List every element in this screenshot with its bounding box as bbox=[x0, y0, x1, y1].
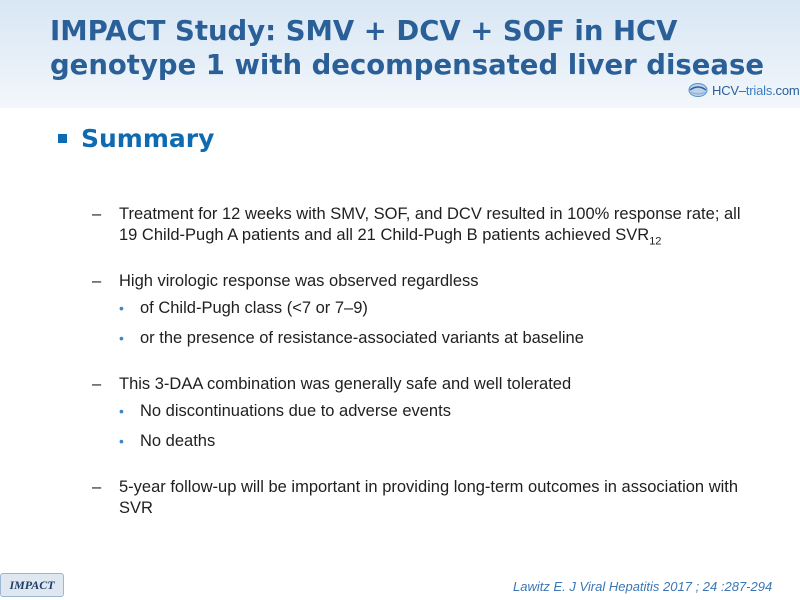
dot-bullet-icon: • bbox=[119, 433, 124, 449]
item-text: 5-year follow-up will be important in providing long-term outcomes in association with SVR bbox=[119, 478, 739, 517]
study-tag: IMPACT bbox=[0, 573, 64, 597]
logo-accent: trials bbox=[745, 82, 773, 98]
subitem-text: No discontinuations due to adverse events bbox=[140, 402, 451, 420]
logo-suffix: .com bbox=[772, 82, 800, 98]
logo-separator: – bbox=[738, 82, 746, 98]
dot-bullet-icon: • bbox=[119, 403, 124, 419]
item-text: Treatment for 12 weeks with SMV, SOF, and DCV resulted in 100% response rate; all 19 Child-Pugh A patients and all 21 Child-Pugh B patients achieved SVR bbox=[119, 205, 741, 244]
slide-title bbox=[50, 14, 764, 82]
sub-list-item bbox=[119, 431, 742, 452]
slide-title-line-2: genotype 1 with decompensated liver disease bbox=[50, 49, 764, 81]
dot-bullet-icon: • bbox=[119, 330, 124, 346]
sub-list-item bbox=[119, 328, 742, 349]
dash-bullet-icon: – bbox=[92, 478, 102, 496]
globe-logo-icon bbox=[688, 82, 708, 98]
list-item bbox=[92, 374, 742, 452]
hcv-trials-logo bbox=[688, 80, 800, 100]
subitem-text: No deaths bbox=[140, 432, 216, 450]
list-item bbox=[92, 477, 742, 519]
logo-text bbox=[712, 83, 800, 98]
summary-list bbox=[92, 204, 742, 519]
citation: Lawitz E. J Viral Hepatitis 2017 ; 24 :287-294 bbox=[513, 579, 773, 594]
item-subscript: 12 bbox=[649, 235, 662, 248]
dot-bullet-icon: • bbox=[119, 300, 124, 316]
item-text: High virologic response was observed regardless bbox=[119, 272, 479, 290]
list-item bbox=[92, 271, 742, 349]
dash-bullet-icon: – bbox=[92, 375, 102, 393]
square-bullet-icon bbox=[58, 134, 67, 143]
sub-list bbox=[119, 298, 742, 349]
section-title: Summary bbox=[81, 124, 215, 153]
dash-bullet-icon: – bbox=[92, 272, 102, 290]
sub-list-item bbox=[119, 401, 742, 422]
slide-title-line-1: IMPACT Study: SMV + DCV + SOF in HCV bbox=[50, 15, 678, 47]
dash-bullet-icon: – bbox=[92, 205, 102, 223]
subitem-text: or the presence of resistance-associated variants at baseline bbox=[140, 329, 584, 347]
item-text: This 3-DAA combination was generally safe and well tolerated bbox=[119, 375, 572, 393]
section-heading bbox=[58, 124, 214, 153]
slide-header bbox=[0, 0, 800, 108]
list-item bbox=[92, 204, 742, 246]
subitem-text: of Child-Pugh class (<7 or 7–9) bbox=[140, 299, 368, 317]
sub-list bbox=[119, 401, 742, 452]
logo-prefix: HCV bbox=[712, 82, 739, 98]
sub-list-item bbox=[119, 298, 742, 319]
